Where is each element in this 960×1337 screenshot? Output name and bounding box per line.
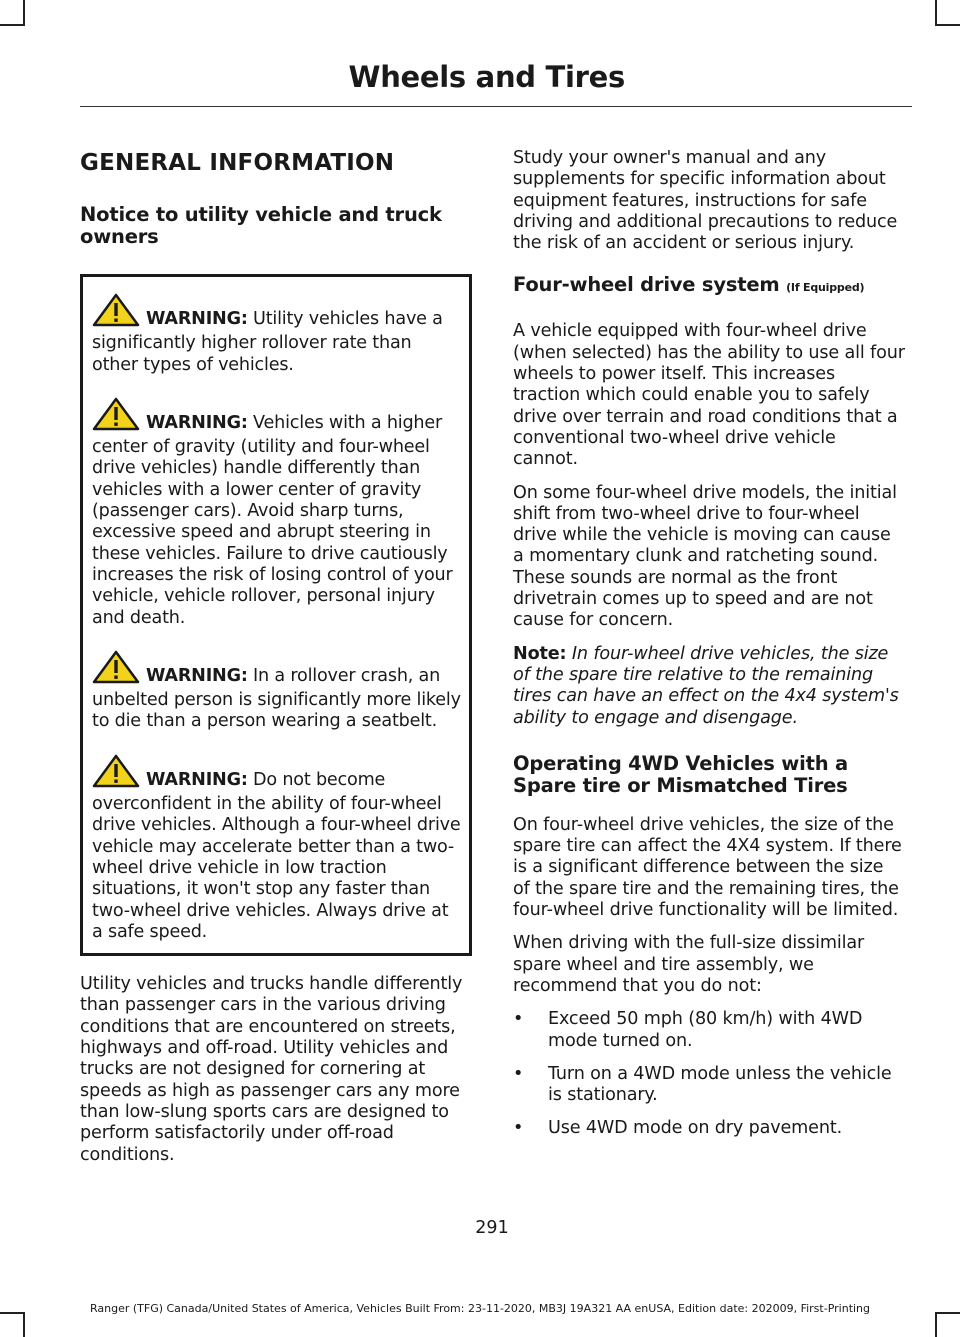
crop-mark: [0, 24, 25, 26]
header-divider: [80, 106, 912, 107]
left-column: [80, 140, 472, 1178]
warning-triangle-icon: [92, 650, 140, 690]
crop-mark: [23, 1312, 25, 1337]
operating-4wd-heading: Operating 4WD Vehicles with a Spare tire or Mismatched Tires: [513, 751, 848, 797]
warning-triangle-icon: [92, 293, 140, 333]
bullet-glyph: •: [513, 1009, 524, 1030]
warning-box: [80, 274, 472, 956]
warning-text: Vehicles with a higher center of gravity (utility and four-wheel drive vehicles) handle differently than vehicles with a lower center of gravity (passenger cars). Avoid sharp turns, excessive speed and abrupt steering in these vehicles. Failure to drive cautiously increases the risk of losing control of your vehicle, vehicle rollover, personal injury and death.: [92, 412, 453, 628]
warning-item: [92, 650, 461, 733]
crop-mark: [935, 0, 937, 26]
warning-text: Do not become overconfident in the ability of four-wheel drive vehicles. Although a four-wheel drive vehicle may accelerate better than a two-wheel drive vehicle in low traction situations, it won't stop any faster than two-wheel drive vehicles. Always drive at a safe speed.: [92, 769, 461, 942]
note-text: In four-wheel drive vehicles, the size of the spare tire relative to the remaining tires can have an effect on the 4x4 system's ability to engage and disengage.: [513, 643, 899, 728]
body-paragraph: Utility vehicles and trucks handle differently than passenger cars in the various driving conditions that are encountered on streets, highways and off-road. Utility vehicles and trucks are not designed for cornering at speeds as high as passenger cars any more than low-slung sports cars are designed to perform satisfactorily under off-road conditions.: [80, 974, 463, 1165]
note-label: Note:: [513, 643, 567, 664]
warning-text: Utility vehicles have a significantly higher rollover rate than other types of vehicles.: [92, 309, 443, 375]
warning-item: [92, 754, 461, 943]
footer-edition-info: Ranger (TFG) Canada/United States of America, Vehicles Built From: 23-11-2020, MB3J 19A321 AA enUSA, Edition date: 202009, First-Printing: [89, 1302, 871, 1315]
warning-label: WARNING:: [146, 412, 248, 433]
crop-mark: [935, 1312, 937, 1337]
body-paragraph: When driving with the full-size dissimilar spare wheel and tire assembly, we recommend that you do not:: [513, 933, 865, 996]
warning-label: WARNING:: [146, 309, 248, 329]
list-item: • Turn on a 4WD mode unless the vehicle is stationary.: [513, 1063, 892, 1106]
fwd-heading-text: Four-wheel drive system: [513, 273, 780, 297]
warning-triangle-icon: [92, 754, 140, 794]
page-number: 291: [475, 1218, 509, 1238]
bullet-glyph: •: [513, 1118, 524, 1139]
body-paragraph: A vehicle equipped with four-wheel drive (when selected) has the ability to use all four wheels to power itself. This increases traction which could enable you to safely drive over terrain and road conditions that a conventional two-wheel drive vehicle cannot.: [513, 321, 905, 470]
if-equipped-tag: (If Equipped): [786, 281, 865, 295]
warning-text: In a rollover crash, an unbelted person is significantly more likely to die than a person wearing a seatbelt.: [92, 665, 461, 732]
body-paragraph: On four-wheel drive vehicles, the size of the spare tire can affect the 4X4 system. If there is a significant difference between the size of the spare tire and the remaining tires, the four-wheel drive functionality will be limited.: [513, 814, 902, 921]
list-item: • Use 4WD mode on dry pavement.: [513, 1118, 843, 1139]
warning-label: WARNING:: [146, 769, 248, 790]
page-header-title: Wheels and Tires: [348, 60, 625, 94]
crop-mark: [23, 0, 25, 26]
bullet-glyph: •: [513, 1063, 524, 1084]
crop-mark: [935, 24, 960, 26]
warning-triangle-icon: [92, 397, 140, 437]
warning-item: [92, 293, 461, 376]
body-paragraph: On some four-wheel drive models, the initial shift from two-wheel drive to four-wheel drive while the vehicle is moving can cause a momentary clunk and ratcheting sound. These sounds are normal as the front drivetrain comes up to speed and are not cause for concern.: [513, 482, 897, 631]
warning-item: [92, 397, 461, 629]
warning-label: WARNING:: [146, 665, 248, 686]
intro-paragraph: Study your owner's manual and any supplements for specific information about equipment features, instructions for safe driving and additional precautions to reduce the risk of an accident or serious injury.: [513, 148, 898, 254]
fwd-heading: [513, 274, 905, 299]
list-item: • Exceed 50 mph (80 km/h) with 4WD mode turned on.: [513, 1009, 863, 1051]
note-paragraph: [513, 644, 905, 729]
right-column: [513, 148, 905, 1152]
subsection-title: Notice to utility vehicle and truck owners: [80, 203, 442, 248]
recommendation-list: [513, 1009, 905, 1139]
section-title: GENERAL INFORMATION: [80, 150, 395, 176]
